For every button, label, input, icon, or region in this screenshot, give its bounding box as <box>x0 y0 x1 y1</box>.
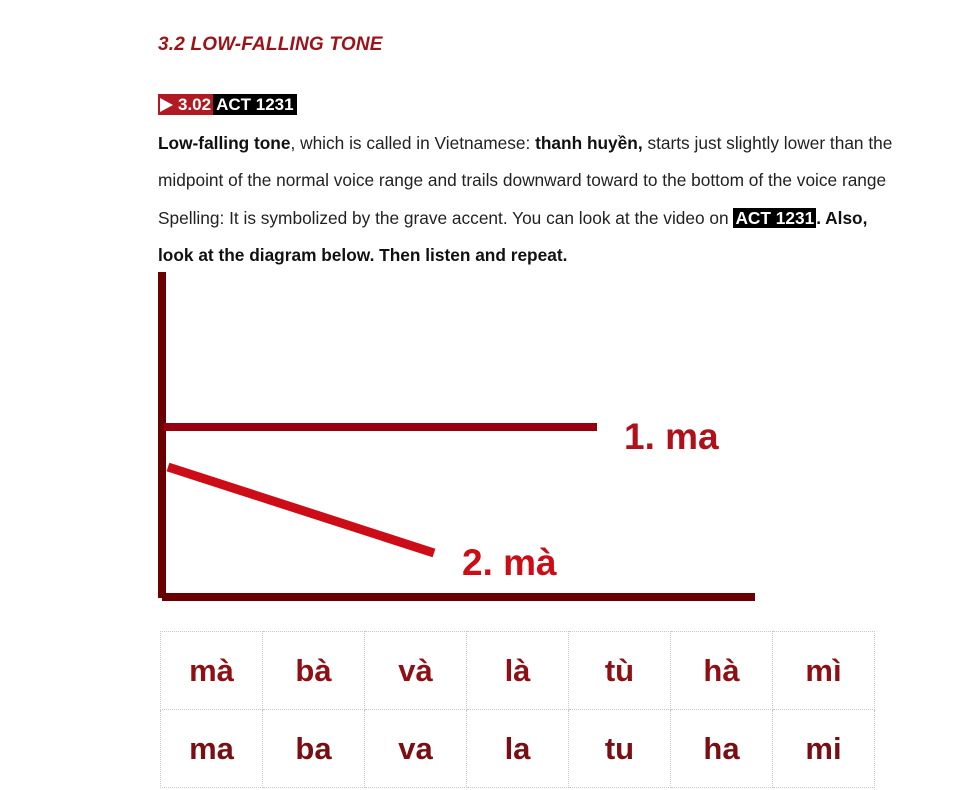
syllable-cell[interactable]: tu <box>569 710 671 788</box>
level-tone-label: 1. ma <box>624 416 719 457</box>
description-text-2: starts just slightly lower than the midpoint of the normal voice range and trails downward toward to the bottom of the voice range Spelling: It is symbolized by the grave accent. You can look at the video on <box>158 133 893 228</box>
syllable-cell[interactable]: hà <box>671 632 773 710</box>
act-code-link[interactable]: ACT 1231 <box>735 207 815 228</box>
description-instruction: . Also, look at the diagram below. Then listen and repeat. <box>158 207 868 265</box>
syllable-cell[interactable]: bà <box>263 632 365 710</box>
description-text-1: , which is called in Vietnamese: <box>290 133 536 153</box>
syllable-cell[interactable]: mi <box>773 710 875 788</box>
syllable-table <box>160 631 875 788</box>
play-icon <box>160 98 173 112</box>
syllable-cell[interactable]: ha <box>671 710 773 788</box>
syllable-cell[interactable]: la <box>467 710 569 788</box>
syllable-cell[interactable]: ba <box>263 710 365 788</box>
syllable-cell[interactable]: và <box>365 632 467 710</box>
act-code-badge[interactable]: ACT 1231 <box>213 94 296 115</box>
low-falling-tone-line <box>168 467 434 553</box>
vietnamese-tone-name: thanh huyền, <box>535 133 643 153</box>
tone-term: Low-falling tone <box>158 133 291 153</box>
audio-bar <box>158 94 297 115</box>
syllable-cell[interactable]: là <box>467 632 569 710</box>
syllable-cell[interactable]: ma <box>161 710 263 788</box>
syllable-cell[interactable]: mì <box>773 632 875 710</box>
section-heading: 3.2 LOW-FALLING TONE <box>158 34 383 55</box>
tone-diagram <box>150 268 770 608</box>
tone-description <box>158 125 898 274</box>
syllable-cell[interactable]: tù <box>569 632 671 710</box>
audio-track-number: 3.02 <box>178 94 212 114</box>
syllable-cell[interactable]: mà <box>161 632 263 710</box>
table-row <box>161 632 875 710</box>
table-row <box>161 710 875 788</box>
syllable-cell[interactable]: va <box>365 710 467 788</box>
low-falling-tone-label: 2. mà <box>462 542 557 583</box>
audio-play-button[interactable] <box>158 94 213 115</box>
